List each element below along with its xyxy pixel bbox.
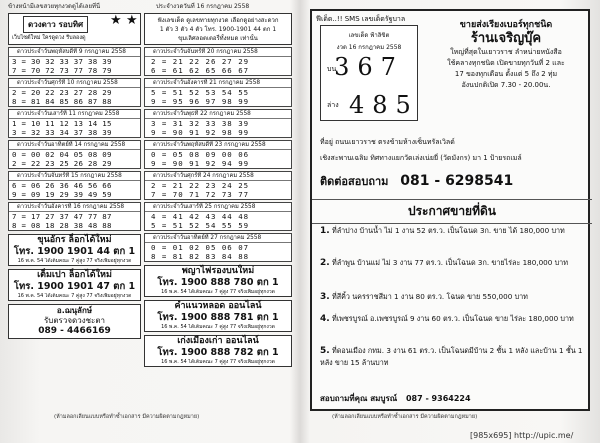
bottom-number: 485	[349, 91, 419, 119]
draw-numbers: 8 = 81 82 83 84 88	[151, 252, 250, 261]
listing-number: 2.	[320, 258, 330, 268]
draw-block	[144, 78, 292, 107]
ad-phone: โทร. 1900 888 781 ตก 1	[157, 312, 279, 323]
shop-name: ร้านเจริญบุ๊ค	[470, 31, 542, 46]
shop-line: ใช้คลางทุกชนิด เปิดขายทุกวันที่ 2 และ	[447, 59, 565, 67]
draw-block	[144, 47, 292, 76]
contact-box	[8, 304, 141, 339]
draw-numbers: 2 = 21 22 26 27 29	[151, 57, 250, 66]
draw-numbers: 9 = 90 91 92 98 99	[151, 128, 250, 137]
contact-place: รับตรวจดวงชะตา	[43, 316, 106, 325]
draw-numbers: 7 = 17 27 37 47 77 87	[12, 212, 112, 221]
left-ad-list	[8, 234, 141, 301]
draw-block	[144, 202, 292, 231]
phone-label: ติดต่อสอบถาม	[320, 175, 389, 188]
listing-item	[320, 257, 588, 269]
hotline-ad	[144, 300, 292, 332]
hotline-ad	[144, 265, 292, 297]
hotline-ad	[8, 234, 141, 266]
listing-number: 3.	[320, 292, 330, 302]
top-label: บน	[327, 65, 337, 73]
promo-box	[144, 13, 292, 45]
draw-heading: ดาวประจำวันเสาร์ที่ 11 กรกฎาคม 2558	[9, 110, 140, 119]
contact-phone: 089 - 4466169	[38, 326, 111, 336]
draw-numbers: 3 = 32 33 34 37 38 39	[12, 128, 112, 137]
ad-phone: โทร. 1900 888 782 ตก 1	[157, 347, 279, 358]
draw-numbers: 0 = 00 02 04 05 08 09	[12, 150, 112, 159]
listing-text: ที่ลำปาง บ้านน้ำ ไม่ 1 งาน 52 ตร.ว. เป็นโฉนด 3ก. ขาย ได้ 180,000 บาท	[331, 226, 565, 235]
result-code: เลขเด็ด ฟ้าลิขิต	[348, 32, 390, 39]
promo-line: ขุมเลิศลอตเตอรี่ทั้งหมด เท่านั้น	[178, 35, 258, 42]
shop-line: 17 ของทุกเดือน ตั้งแต่ 5 ถึง 2 ทุ่ม	[454, 70, 558, 78]
ad-note: 16 พ.ค. 54 ได้เต็มคณะ 7 คู่สูง 77 จริงเพิ่มอยู่ทุกงวด	[17, 293, 132, 299]
top-strip-left: ข้างหน้ามีเลขสวยทุกงวดดูได้เลยที่นี่	[8, 3, 101, 10]
watermark: [985x695] http://upic.me/	[470, 431, 574, 440]
left-draw-list	[8, 47, 141, 231]
right-draw-list	[144, 47, 292, 262]
draw-heading: ดาวประจำวันศุกร์ที่ 24 กรกฎาคม 2558	[145, 172, 291, 181]
shop-block	[424, 19, 588, 91]
brand-header	[8, 13, 141, 45]
ad-note: 16 พ.ค. 54 ได้เต็มคณะ 7 คู่สูง 77 จริงเพิ่มอยู่ทุกงวด	[161, 289, 275, 295]
hotline-ad	[8, 269, 141, 301]
right-page	[306, 2, 596, 430]
draw-numbers: 3 = 30 32 33 37 38 39	[12, 57, 112, 66]
listing-text: ที่ดอนเมือง กทม. 3 งาน 61 ตร.ว. เป็นโฉนดมีบ้าน 2 ชั้น 1 หลัง และบ้าน 1 ชั้น 1 หลัง ขาย 15 ล้านบาท	[320, 346, 583, 367]
left-page	[4, 2, 296, 430]
draw-numbers: 1 = 10 11 12 13 14 15	[12, 119, 112, 128]
draw-numbers: 6 = 06 26 36 46 56 66	[12, 181, 112, 190]
draw-numbers: 8 = 81 84 85 86 87 88	[12, 97, 112, 106]
contact-name: อ.ฌนุลักษ์	[56, 306, 93, 315]
draw-block	[8, 109, 141, 138]
listing-text: ที่เพชรบูรณ์ อ.เพชรบูรณ์ 9 งาน 60 ตร.ว. เป็นโฉนด ขาย ไร่ละ 180,000 บาท	[331, 314, 574, 323]
result-date: งวด 16 กรกฎาคม 2558	[336, 44, 402, 51]
draw-numbers: 9 = 09 19 29 39 49 59	[12, 190, 112, 199]
listing-text: ที่สีคิ้ว นครราชสีมา 1 งาน 80 ตร.ว. โฉนด ขาย 550,000 บาท	[331, 292, 528, 301]
ad-title: คำแนวหลอด ออนไลน์	[174, 301, 262, 311]
ad-title: พญาไฟรองบนใหม่	[181, 266, 255, 276]
draw-block	[144, 171, 292, 200]
draw-numbers: 4 = 41 42 43 44 48	[151, 212, 250, 221]
footer-phone-line	[320, 392, 586, 405]
draw-heading: ดาวประจำวันอังคารที่ 16 กรกฎาคม 2558	[9, 203, 140, 212]
draw-numbers: 3 = 31 32 33 38 39	[151, 119, 250, 128]
draw-heading: ดาวประจำวันพฤหัสบดีที่ 23 กรกฎาคม 2558	[145, 141, 291, 150]
draw-heading: ดาวประจำวันจันทร์ที่ 20 กรกฎาคม 2558	[145, 48, 291, 57]
draw-numbers: 7 = 70 71 72 73 77	[151, 190, 250, 199]
announce-title: ประกาศขายที่ดิน	[312, 199, 592, 224]
listing-text: ที่ลำพูน บ้านแม่ ไม่ 3 งาน 77 ตร.ว. เป็นโฉนด 3ก. ขายไร่ละ 180,000 บาท	[331, 258, 568, 267]
draw-block	[144, 233, 292, 262]
draw-block	[8, 78, 141, 107]
draw-numbers: 2 = 22 23 25 26 28 29	[12, 159, 112, 168]
draw-block	[8, 140, 141, 169]
star-icon: ★	[126, 13, 138, 28]
listing-item	[320, 313, 588, 325]
hotline-ad	[144, 335, 292, 367]
footer-label: สอบถามที่คุณ สมบูรณ์	[320, 394, 398, 403]
top-strip	[8, 2, 292, 12]
draw-block	[8, 202, 141, 231]
draw-block	[144, 140, 292, 169]
listing-number: 5.	[320, 346, 330, 356]
address-line: เชิงสะพานเฉลิม ทิศทางแยกวัดเล่งเน่ยยี่ (วัดมังกร) มา 1 ป้ายรถเมล์	[320, 154, 522, 162]
left-column	[8, 13, 141, 339]
listing-item	[320, 291, 588, 303]
draw-numbers: 7 = 70 72 73 77 78 79	[12, 66, 112, 75]
address-line: ที่อยู่ ถนนเยาวราช ตรงข้ามห้างเซ็นทรัลเวิลด์	[320, 138, 455, 146]
listing-item	[320, 225, 588, 237]
draw-numbers: 0 = 01 02 05 06 07	[151, 243, 250, 252]
draw-heading: ดาวประจำวันศุกร์ที่ 10 กรกฎาคม 2558	[9, 79, 140, 88]
draw-heading: ดาวประจำวันจันทร์ที่ 15 กรกฎาคม 2558	[9, 172, 140, 181]
right-ad-list	[144, 265, 292, 367]
shop-phone-line	[320, 172, 586, 190]
shop-line: อังนปกติเปิด 7.30 - 20.00น.	[461, 81, 551, 89]
draw-numbers: 6 = 61 62 65 66 67	[151, 66, 250, 75]
draw-heading: ดาวประจำวันอาทิตย์ที่ 27 กรกฎาคม 2558	[145, 234, 291, 243]
shop-line: ใหญ่ที่สุดในเยาวราช ลำหน่ายหนังสือ	[450, 48, 562, 56]
left-footer-note: (ห้ามลอกเลียนแบบหรือทำซ้ำเอกสาร มีความผิดตามกฎหมาย)	[54, 414, 200, 420]
draw-numbers: 0 = 05 08 09 00 06	[151, 150, 250, 159]
right-footer-note: (ห้ามลอกเลียนแบบหรือทำซ้ำเอกสาร มีความผิดตามกฎหมาย)	[332, 414, 478, 420]
draw-block	[144, 109, 292, 138]
draw-numbers: 2 = 21 22 23 24 25	[151, 181, 250, 190]
draw-heading: ดาวประจำวันอังคารที่ 21 กรกฎาคม 2558	[145, 79, 291, 88]
promo-line: 1 ตัว 3 ตัว 4 ตัว โทร. 1900-1901 44 ตก 1	[159, 26, 277, 33]
sms-tag: ฟีเด็ด..!! SMS เลขเด็ดรัฐบาล	[316, 15, 406, 23]
brand-subtitle: เว็บไซต์ใหม่ ใครดูดวง รีบลองดู	[12, 35, 86, 41]
top-number: 367	[334, 53, 404, 81]
ad-phone: โทร. 1900 1901 44 ตก 1	[13, 246, 136, 257]
listing-number: 4.	[320, 314, 330, 324]
ad-phone: โทร. 1900 1901 47 ตก 1	[13, 281, 136, 292]
ad-note: 16 พ.ค. 54 ได้เต็มคณะ 7 คู่สูง 77 จริงเพิ่มอยู่ทุกงวด	[161, 324, 275, 330]
star-icon: ★	[110, 13, 122, 28]
promo-line: ฟังเลขเด็ด ดูเลขทายทุกงวด เลือกดูอย่างสะดวก	[157, 17, 279, 24]
draw-numbers: 9 = 95 96 97 98 99	[151, 97, 250, 106]
draw-block	[8, 171, 141, 200]
ad-title: เต็มเปา ล็อกได้ใหม่	[37, 270, 112, 280]
draw-heading: ดาวประจำวันเสาร์ที่ 25 กรกฎาคม 2558	[145, 203, 291, 212]
draw-block	[8, 47, 141, 76]
shop-phone: 081 - 6298541	[400, 173, 514, 189]
draw-numbers: 2 = 20 22 23 27 28 29	[12, 88, 112, 97]
right-column	[144, 13, 292, 367]
ad-phone: โทร. 1900 888 780 ตก 1	[157, 277, 279, 288]
draw-heading: ดาวประจำวันอาทิตย์ที่ 14 กรกฎาคม 2558	[9, 141, 140, 150]
draw-heading: ดาวประจำวันพุธที่ 22 กรกฎาคม 2558	[145, 110, 291, 119]
shop-slogan: ขายส่งเรียงเบอร์ทุกชนิด	[459, 20, 553, 30]
draw-numbers: 5 = 51 52 53 54 55	[151, 88, 250, 97]
ad-title: เก่งเมืองเก่า ออนไลน์	[177, 336, 259, 346]
ad-note: 16 พ.ค. 54 ได้เต็มคณะ 7 คู่สูง 77 จริงเพิ่มอยู่ทุกงวด	[161, 359, 275, 365]
lottery-result-box	[320, 25, 418, 121]
footer-phone: 087 - 9364224	[405, 394, 471, 403]
ad-frame	[310, 9, 590, 411]
listing-item	[320, 345, 588, 368]
draw-heading: ดาวประจำวันพฤหัสบดีที่ 9 กรกฎาคม 2558	[9, 48, 140, 57]
ad-note: 16 พ.ค. 54 ได้เต็มคณะ 7 คู่สูง 77 จริงเพิ่มอยู่ทุกงวด	[17, 258, 132, 264]
bottom-label: ล่าง	[327, 101, 339, 109]
draw-numbers: 5 = 51 52 54 55 59	[151, 221, 250, 230]
top-strip-right: ประจำงวดวันที่ 16 กรกฎาคม 2558	[156, 3, 250, 10]
ad-title: ขุนอักร ล็อกได้ใหม่	[37, 235, 112, 245]
draw-numbers: 9 = 90 91 92 94 99	[151, 159, 250, 168]
listing-number: 1.	[320, 226, 330, 236]
brand-name: ดวงดาว รอบทิศ	[23, 16, 88, 33]
draw-numbers: 8 = 08 18 28 38 48 88	[12, 221, 112, 230]
